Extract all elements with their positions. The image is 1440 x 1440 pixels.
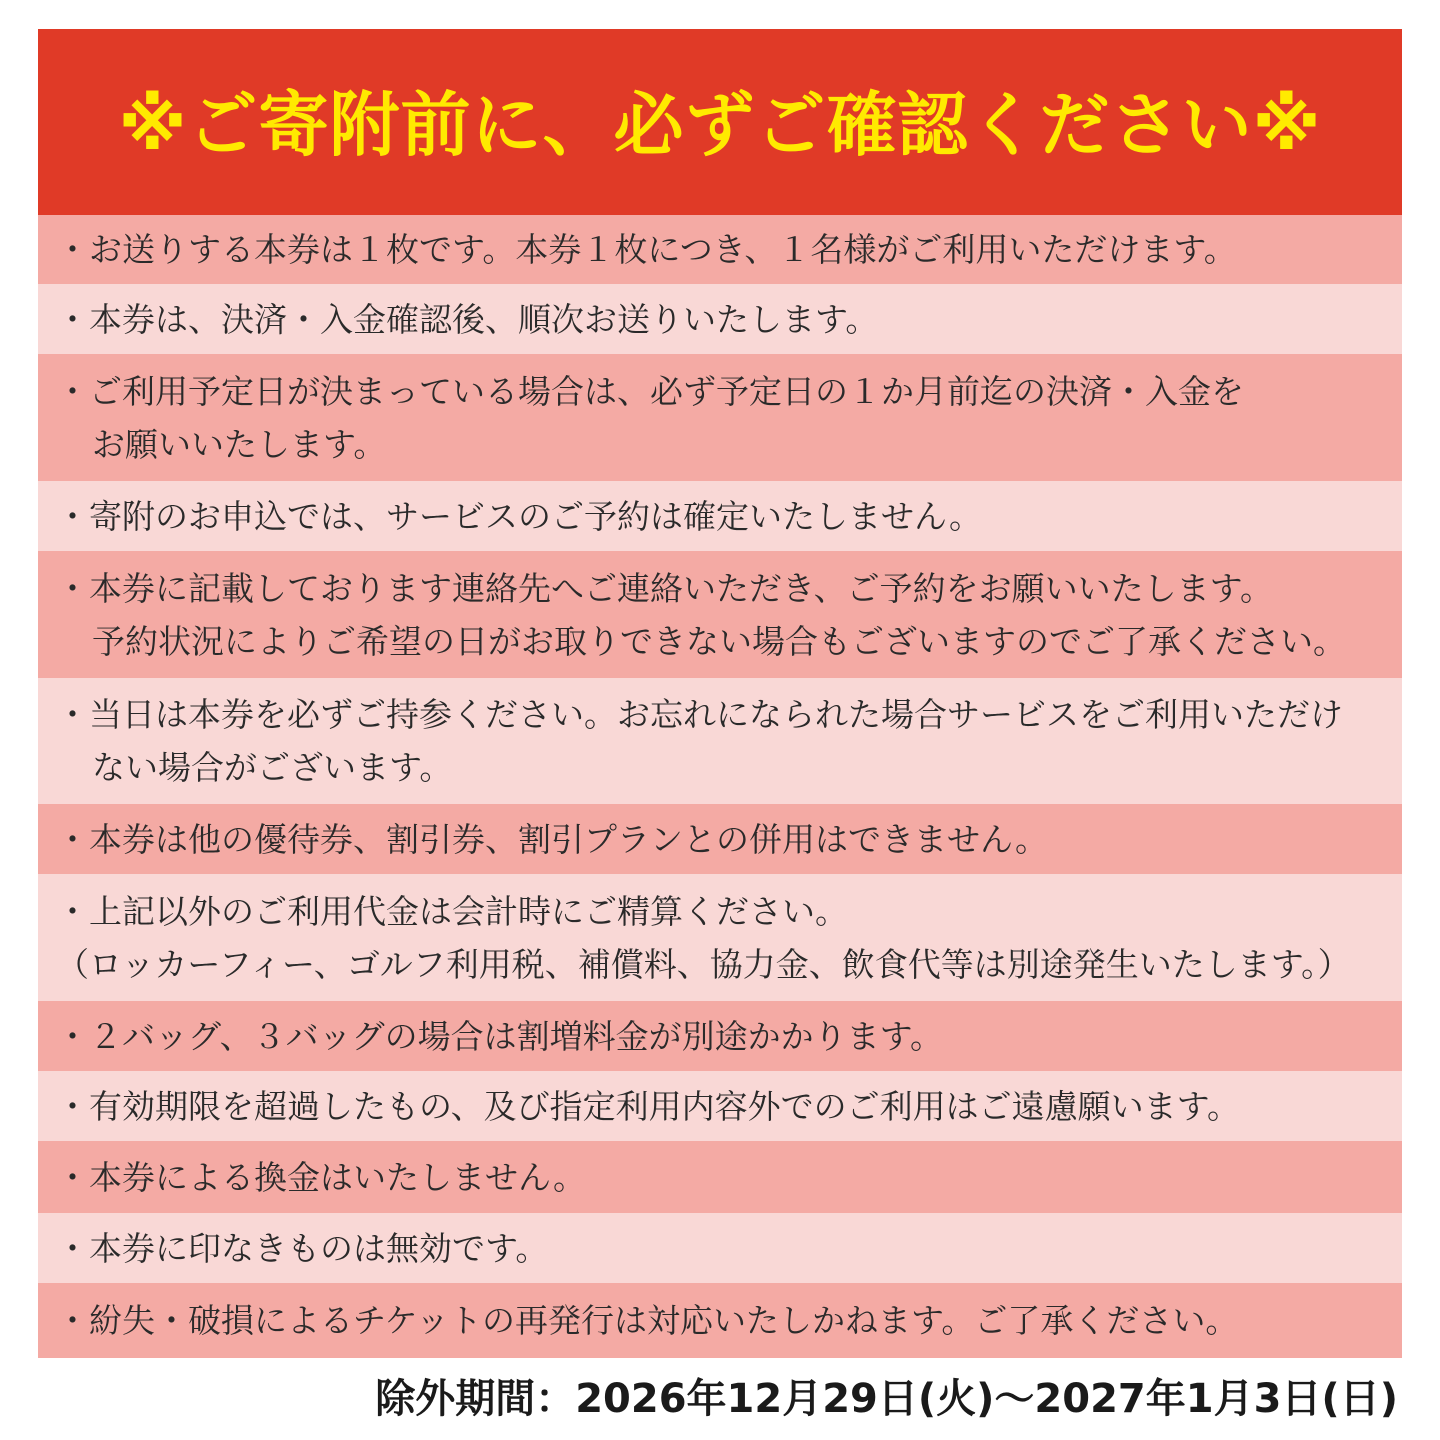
notice-text: ・本券に記載しております連絡先へご連絡いただき、ご予約をお願いいたします。 bbox=[56, 568, 1274, 608]
notice-text-continued: （ロッカーフィー、ゴルフ利用税、補償料、協力金、飲食代等は別途発生いたします。） bbox=[56, 944, 1351, 984]
notice-text-continued: 予約状況によりご希望の日がお取りできない場合もございますのでご了承ください。 bbox=[92, 621, 1346, 661]
notice-row bbox=[38, 284, 1402, 354]
notice-text: ・本券による換金はいたしません。 bbox=[56, 1157, 586, 1197]
notice-row bbox=[38, 1283, 1402, 1358]
notice-text: ・当日は本券を必ずご持参ください。お忘れになられた場合サービスをご利用いただけ bbox=[56, 695, 1343, 734]
notice-title: ※ご寄附前に、必ずご確認ください※ bbox=[118, 83, 1322, 166]
exclusion-period: 除外期間：2026年12月29日(火)〜2027年1月3日(日) bbox=[375, 1376, 1398, 1422]
notice-row bbox=[38, 804, 1402, 874]
notice-text: ・本券は他の優待券、割引券、割引プランとの併用はできません。 bbox=[56, 819, 1048, 859]
notice-text: ・有効期限を超過したもの、及び指定利用内容外でのご利用はご遠慮願います。 bbox=[56, 1086, 1241, 1126]
notice-text: ・上記以外のご利用代金は会計時にご精算ください。 bbox=[56, 891, 848, 931]
notice-row bbox=[38, 215, 1402, 284]
notice-row bbox=[38, 678, 1402, 804]
notice-row bbox=[38, 1001, 1402, 1071]
notice-row bbox=[38, 1071, 1402, 1141]
notice-text: ・２バッグ、３バッグの場合は割増料金が別途かかります。 bbox=[56, 1016, 944, 1056]
notice-text-continued: お願いいたします。 bbox=[92, 424, 387, 464]
notice-header bbox=[38, 29, 1402, 215]
notice-row bbox=[38, 1213, 1402, 1283]
notice-row bbox=[38, 354, 1402, 481]
notice-row bbox=[38, 874, 1402, 1001]
notice-text: ・お送りする本券は１枚です。本券１枚につき、１名様がご利用いただけます。 bbox=[56, 230, 1237, 269]
notice-text: ・本券に印なきものは無効です。 bbox=[56, 1228, 549, 1268]
notice-text: ・ご利用予定日が決まっている場合は、必ず予定日の１か月前迄の決済・入金を bbox=[56, 371, 1244, 411]
notice-text: ・本券は、決済・入金確認後、順次お送りいたします。 bbox=[56, 299, 879, 339]
notice-panel bbox=[38, 29, 1402, 1358]
notice-row bbox=[38, 481, 1402, 551]
notice-text-continued: ない場合がございます。 bbox=[92, 748, 453, 787]
notice-text: ・寄附のお申込では、サービスのご予約は確定いたしません。 bbox=[56, 496, 982, 536]
notice-text: ・紛失・破損によるチケットの再発行は対応いたしかねます。ご了承ください。 bbox=[56, 1301, 1239, 1340]
notice-row bbox=[38, 1141, 1402, 1213]
notice-row bbox=[38, 551, 1402, 678]
